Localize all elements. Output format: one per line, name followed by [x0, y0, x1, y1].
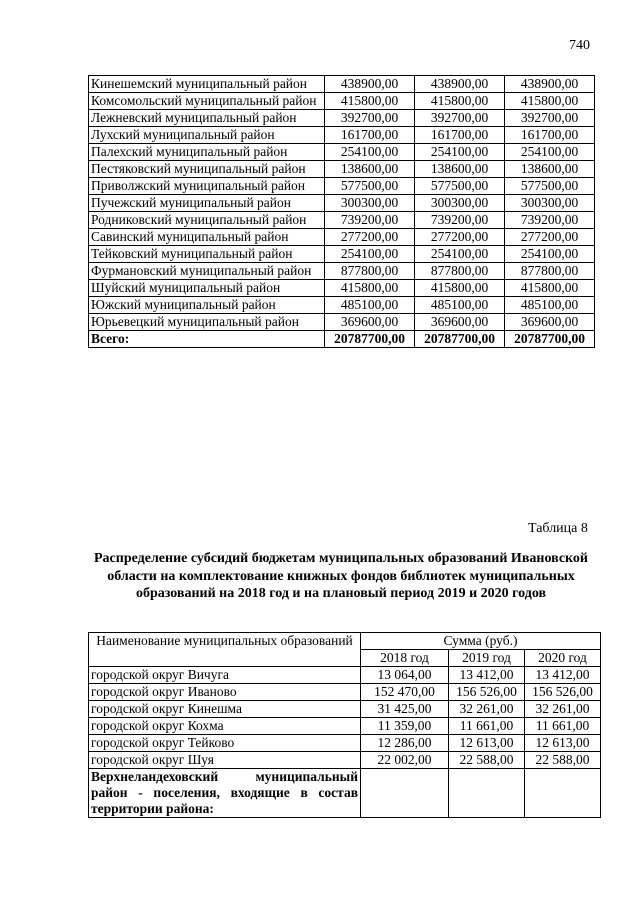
- row-value: 369600,00: [415, 314, 505, 331]
- table-row: [89, 314, 595, 331]
- row-value: 277200,00: [505, 229, 595, 246]
- row-value: 32 261,00: [525, 701, 601, 718]
- row-value: 152 470,00: [361, 684, 449, 701]
- row-value: 254100,00: [415, 144, 505, 161]
- row-value: 277200,00: [415, 229, 505, 246]
- row-name: Тейковский муниципальный район: [89, 246, 325, 263]
- row-value: 877800,00: [325, 263, 415, 280]
- row-value: 415800,00: [415, 280, 505, 297]
- row-value: 438900,00: [415, 76, 505, 93]
- table-row: [89, 263, 595, 280]
- row-value: 13 412,00: [525, 667, 601, 684]
- table-row: [89, 684, 601, 701]
- total-value: 20787700,00: [325, 331, 415, 348]
- table-row: [89, 144, 595, 161]
- row-name: городской округ Шуя: [89, 752, 361, 769]
- table-row: [89, 76, 595, 93]
- table-row: [89, 229, 595, 246]
- row-name: Верхнеландеховский муниципальный район - поселения, входящие в состав территории района:: [89, 769, 361, 818]
- table2-body: [89, 667, 601, 818]
- total-row: [89, 331, 595, 348]
- table-row: [89, 701, 601, 718]
- row-value: 415800,00: [505, 280, 595, 297]
- empty-cell: [449, 769, 525, 818]
- subsidy-table-continued: [88, 75, 595, 348]
- row-value: 877800,00: [505, 263, 595, 280]
- row-name: Пестяковский муниципальный район: [89, 161, 325, 178]
- table-row: [89, 93, 595, 110]
- row-value: 22 002,00: [361, 752, 449, 769]
- row-name: Родниковский муниципальный район: [89, 212, 325, 229]
- row-name: Юрьевецкий муниципальный район: [89, 314, 325, 331]
- total-value: 20787700,00: [505, 331, 595, 348]
- table-row: [89, 718, 601, 735]
- row-name: Шуйский муниципальный район: [89, 280, 325, 297]
- row-value: 254100,00: [325, 144, 415, 161]
- table-row: [89, 297, 595, 314]
- row-value: 277200,00: [325, 229, 415, 246]
- row-value: 156 526,00: [525, 684, 601, 701]
- row-value: 577500,00: [415, 178, 505, 195]
- row-value: 254100,00: [325, 246, 415, 263]
- table-row: [89, 735, 601, 752]
- row-name: Фурмановский муниципальный район: [89, 263, 325, 280]
- table-row: [89, 178, 595, 195]
- row-value: 11 359,00: [361, 718, 449, 735]
- row-name: Приволжский муниципальный район: [89, 178, 325, 195]
- row-name: городской округ Вичуга: [89, 667, 361, 684]
- row-value: 22 588,00: [449, 752, 525, 769]
- row-value: 392700,00: [325, 110, 415, 127]
- row-name: городской округ Кинешма: [89, 701, 361, 718]
- row-value: 254100,00: [505, 144, 595, 161]
- row-value: 739200,00: [325, 212, 415, 229]
- row-value: 12 613,00: [525, 735, 601, 752]
- row-value: 415800,00: [325, 93, 415, 110]
- table-row: [89, 280, 595, 297]
- row-name: Палехский муниципальный район: [89, 144, 325, 161]
- row-value: 138600,00: [505, 161, 595, 178]
- empty-cell: [525, 769, 601, 818]
- row-name: городской округ Кохма: [89, 718, 361, 735]
- row-name: Комсомольский муниципальный район: [89, 93, 325, 110]
- row-value: 32 261,00: [449, 701, 525, 718]
- row-value: 415800,00: [415, 93, 505, 110]
- row-value: 369600,00: [505, 314, 595, 331]
- row-value: 485100,00: [505, 297, 595, 314]
- library-subsidy-table: [88, 632, 601, 818]
- row-value: 438900,00: [325, 76, 415, 93]
- header-name: Наименование муниципальных образований: [89, 633, 361, 667]
- row-name: Южский муниципальный район: [89, 297, 325, 314]
- row-value: 577500,00: [505, 178, 595, 195]
- row-value: 13 412,00: [449, 667, 525, 684]
- row-value: 300300,00: [325, 195, 415, 212]
- row-value: 13 064,00: [361, 667, 449, 684]
- row-value: 739200,00: [505, 212, 595, 229]
- row-name: городской округ Тейково: [89, 735, 361, 752]
- table-title: Распределение субсидий бюджетам муниципальных образований Ивановской области на комплектование книжных фондов библиотек муниципальных образований на 2018 год и на плановый период 2019 и 2020 годов: [94, 551, 588, 601]
- row-value: 11 661,00: [449, 718, 525, 735]
- row-value: 161700,00: [505, 127, 595, 144]
- header-year: 2019 год: [449, 650, 525, 667]
- table1-body: [89, 76, 595, 348]
- header-year: 2020 год: [525, 650, 601, 667]
- table-row: [89, 752, 601, 769]
- row-value: 138600,00: [325, 161, 415, 178]
- table-row: [89, 195, 595, 212]
- empty-cell: [361, 769, 449, 818]
- row-value: 415800,00: [325, 280, 415, 297]
- row-value: 31 425,00: [361, 701, 449, 718]
- row-value: 12 613,00: [449, 735, 525, 752]
- row-name: Лежневский муниципальный район: [89, 110, 325, 127]
- row-name: городской округ Иваново: [89, 684, 361, 701]
- row-value: 485100,00: [415, 297, 505, 314]
- row-value: 254100,00: [415, 246, 505, 263]
- row-value: 300300,00: [415, 195, 505, 212]
- row-value: 392700,00: [415, 110, 505, 127]
- row-value: 877800,00: [415, 263, 505, 280]
- row-value: 22 588,00: [525, 752, 601, 769]
- table-row: [89, 212, 595, 229]
- total-value: 20787700,00: [415, 331, 505, 348]
- row-value: 254100,00: [505, 246, 595, 263]
- row-name: Лухский муниципальный район: [89, 127, 325, 144]
- total-label: Всего:: [89, 331, 325, 348]
- table-row: [89, 667, 601, 684]
- row-name: Савинский муниципальный район: [89, 229, 325, 246]
- header-sum: Сумма (руб.): [361, 633, 601, 650]
- row-value: 485100,00: [325, 297, 415, 314]
- table-caption: Таблица 8: [528, 521, 588, 536]
- row-value: 161700,00: [415, 127, 505, 144]
- row-value: 138600,00: [415, 161, 505, 178]
- table-row: [89, 769, 601, 818]
- row-name: Кинешемский муниципальный район: [89, 76, 325, 93]
- row-value: 739200,00: [415, 212, 505, 229]
- row-value: 156 526,00: [449, 684, 525, 701]
- row-value: 577500,00: [325, 178, 415, 195]
- table-row: [89, 110, 595, 127]
- row-value: 438900,00: [505, 76, 595, 93]
- table-row: [89, 161, 595, 178]
- row-value: 392700,00: [505, 110, 595, 127]
- page-number: 740: [569, 38, 590, 53]
- row-value: 300300,00: [505, 195, 595, 212]
- header-year: 2018 год: [361, 650, 449, 667]
- table-row: [89, 127, 595, 144]
- row-value: 11 661,00: [525, 718, 601, 735]
- row-name: Пучежский муниципальный район: [89, 195, 325, 212]
- row-value: 415800,00: [505, 93, 595, 110]
- table-row: [89, 246, 595, 263]
- row-value: 369600,00: [325, 314, 415, 331]
- table2-header-row: [89, 633, 601, 650]
- row-value: 12 286,00: [361, 735, 449, 752]
- row-value: 161700,00: [325, 127, 415, 144]
